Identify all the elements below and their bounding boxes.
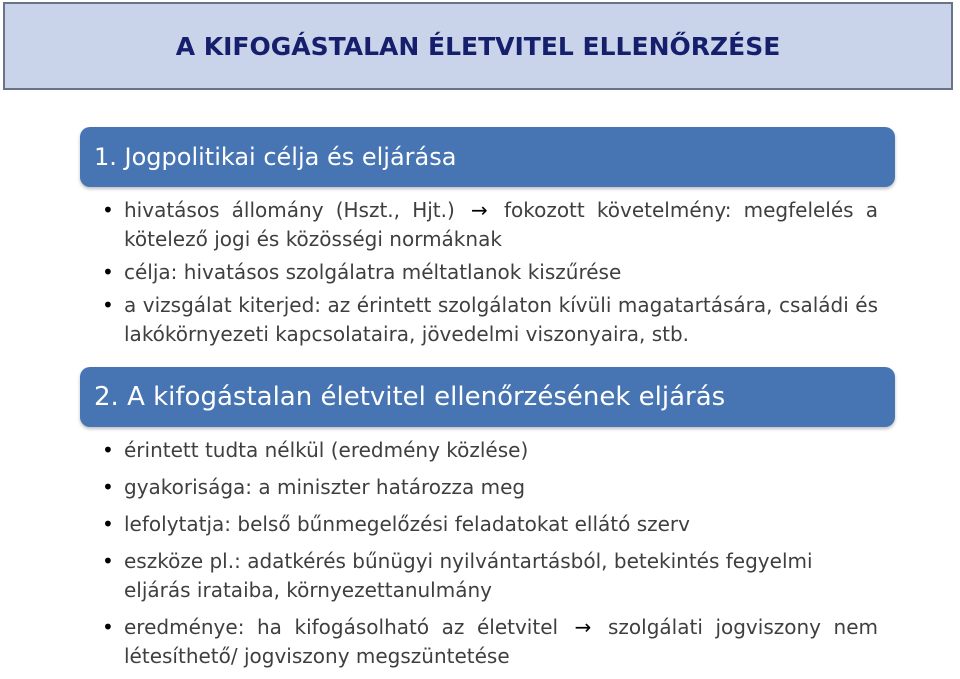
section-1-header [80,127,895,187]
section-2-heading: 2. A kifogástalan életvitel ellenőrzésének eljárás [94,382,726,412]
right-arrow-icon: → [574,615,592,639]
bullet-text: lefolytatja: belső bűnmegelőzési feladatokat ellátó szerv [124,512,690,536]
bullet-text: hivatásos állomány (Hszt., Hjt.) [124,198,455,222]
list-item [102,291,878,349]
list-item [102,473,878,502]
page-title: A KIFOGÁSTALAN ÉLETVITEL ELLENŐRZÉSE [175,31,781,61]
bullet-text: eszköze pl.: adatkérés bűnügyi nyilvántartásból, betekintés fegyelmi eljárás irataiba, környezettanulmány [124,549,813,602]
bullet-text: a vizsgálat kiterjed: az érintett szolgálaton kívüli magatartására, családi és lakókörnyezeti kapcsolataira, jövedelmi viszonyaira, stb. [124,293,878,346]
section-2-bullet-list [102,436,878,679]
bullet-text: érintett tudta nélkül (eredmény közlése) [124,438,529,462]
bullet-text: gyakorisága: a miniszter határozza meg [124,475,526,499]
list-item [102,547,878,605]
bullet-text: fokozott követelmény: megfelelés a kötelező jogi és közösségi normáknak [124,198,879,251]
right-arrow-icon: → [470,198,488,222]
bullet-text: szolgálati jogviszony nem létesíthető/ jogviszony megszüntetése [124,615,879,668]
list-item [102,258,878,287]
list-item [102,510,878,539]
list-item [102,613,878,671]
bullet-text: célja: hivatásos szolgálatra méltatlanok kiszűrése [124,260,622,284]
section-2-header [80,367,895,427]
list-item [102,196,878,254]
bullet-text: eredménye: ha kifogásolható az életvitel [124,615,559,639]
list-item [102,436,878,465]
title-banner [3,2,953,90]
section-1-bullet-list [102,196,878,353]
section-1-heading: 1. Jogpolitikai célja és eljárása [94,143,457,171]
